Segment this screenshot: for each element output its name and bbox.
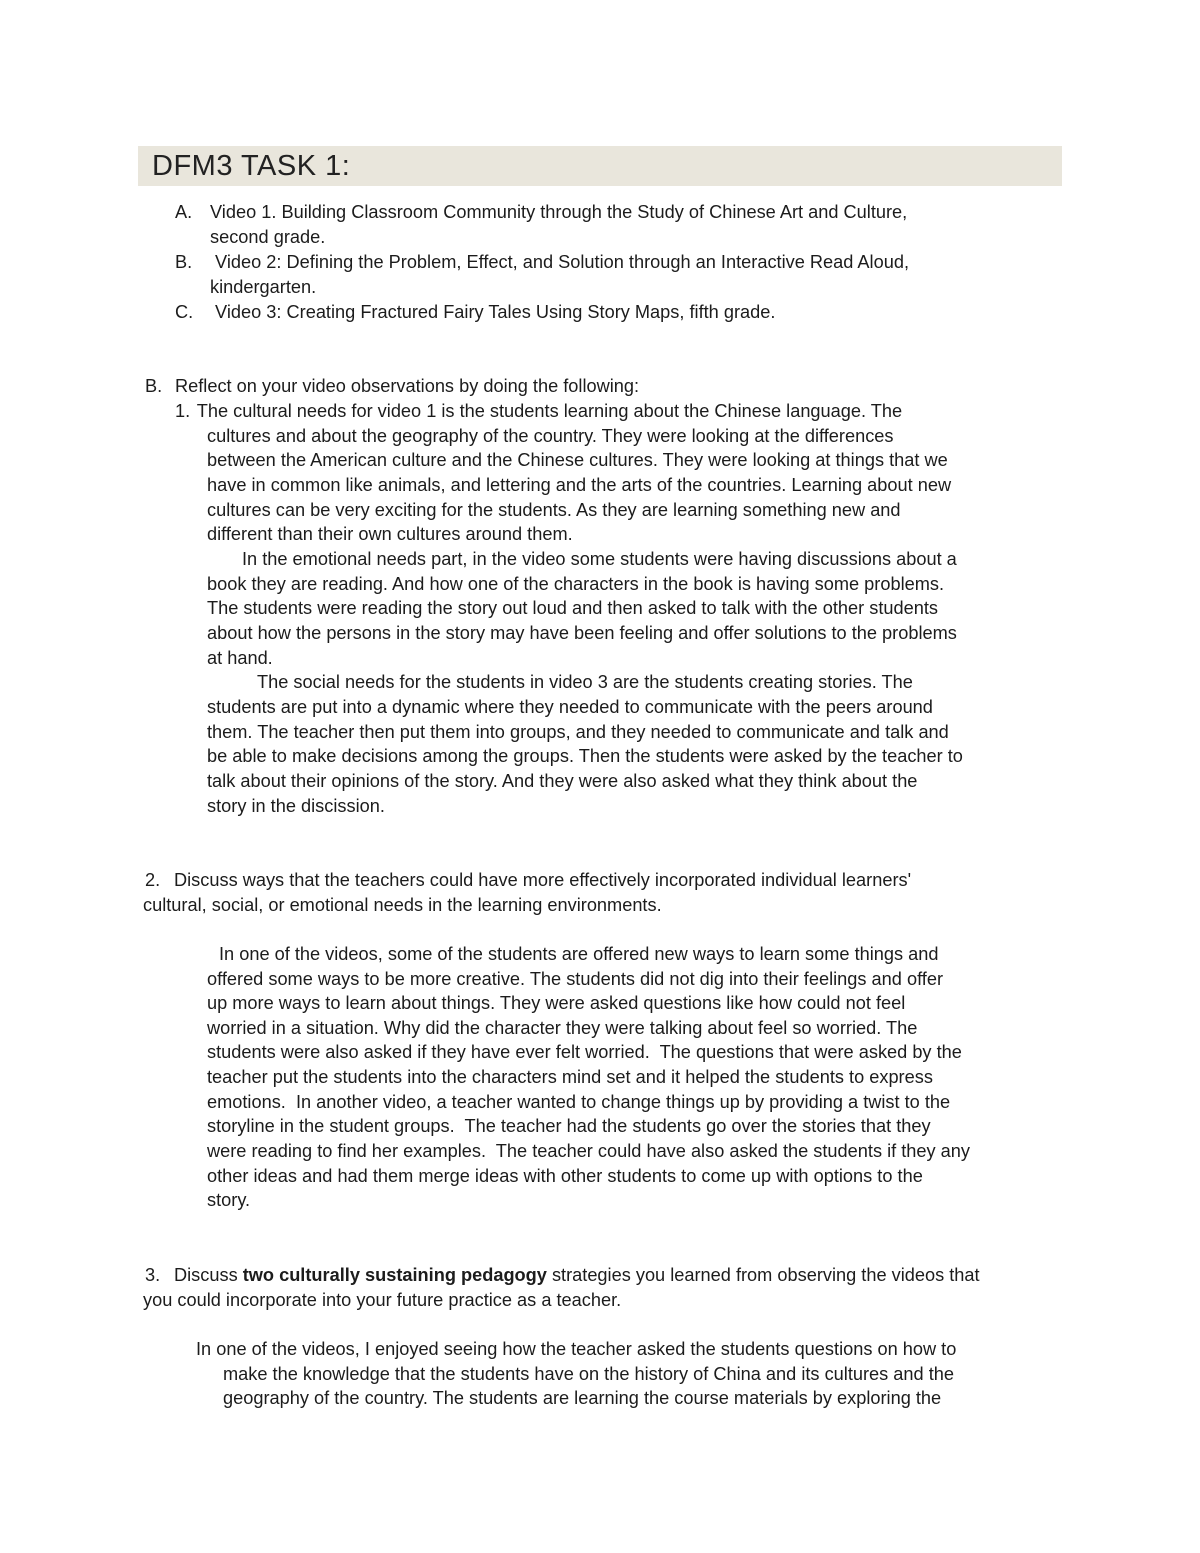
- q1-para3-line-2: students are put into a dynamic where they needed to communicate with the peers around: [207, 697, 933, 717]
- q3-marker: 3.: [145, 1265, 161, 1285]
- q1-para3-line-5: talk about their opinions of the story. And they were also asked what they think about the: [207, 771, 918, 791]
- video-1-line-1: Video 1. Building Classroom Community through the Study of Chinese Art and Culture,: [210, 202, 908, 222]
- q3-question-pre: Discuss: [174, 1265, 243, 1285]
- q2-answer-line-3: up more ways to learn about things. They were asked questions like how could not feel: [207, 993, 906, 1013]
- q2-answer-line-10: other ideas and had them merge ideas with other students to come up with options to the: [207, 1166, 923, 1186]
- q1-para3-line-6: story in the discission.: [207, 796, 385, 816]
- q2-answer-line-5: students were also asked if they have ever felt worried. The questions that were asked by the: [207, 1042, 962, 1062]
- q1-para2-line-5: at hand.: [207, 648, 273, 668]
- q1-marker: 1.: [175, 401, 191, 421]
- q1-para3-line-3: them. The teacher then put them into groups, and they needed to communicate and talk and: [207, 722, 949, 742]
- q1-line-6: different than their own cultures around them.: [207, 524, 573, 544]
- q1-line-5: cultures can be very exciting for the students. As they are learning something new and: [207, 500, 901, 520]
- list-marker-c: C.: [175, 302, 194, 322]
- q2-answer-line-4: worried in a situation. Why did the character they were talking about feel so worried. The: [207, 1018, 918, 1038]
- q2-question-line-2: cultural, social, or emotional needs in the learning environments.: [143, 895, 662, 915]
- q2-answer-line-11: story.: [207, 1190, 251, 1210]
- list-marker-a: A.: [175, 202, 193, 222]
- q2-answer-line-6: teacher put the students into the characters mind set and it helped the students to express: [207, 1067, 933, 1087]
- q3-answer-line-2: make the knowledge that the students have on the history of China and its cultures and the: [223, 1364, 954, 1384]
- q3-question-post: strategies you learned from observing the videos that: [546, 1265, 980, 1285]
- q1-para2-line-4: about how the persons in the story may have been feeling and offer solutions to the problems: [207, 623, 957, 643]
- q1-para2-line-2: book they are reading. And how one of the characters in the book is having some problems.: [207, 574, 945, 594]
- q1-line-4: have in common like animals, and lettering and the arts of the countries. Learning about new: [207, 475, 952, 495]
- q2-marker: 2.: [145, 870, 161, 890]
- q2-answer-line-2: offered some ways to be more creative. The students did not dig into their feelings and offer: [207, 969, 944, 989]
- q3-question-line-2: you could incorporate into your future practice as a teacher.: [143, 1290, 622, 1310]
- section-b-heading: Reflect on your video observations by doing the following:: [175, 376, 640, 396]
- page-title: DFM3 TASK 1:: [152, 150, 351, 182]
- video-2-line-1: Video 2: Defining the Problem, Effect, and Solution through an Interactive Read Aloud,: [210, 252, 909, 272]
- q1-para3-line-4: be able to make decisions among the groups. Then the students were asked by the teacher to: [207, 746, 963, 766]
- q3-answer-line-1: In one of the videos, I enjoyed seeing how the teacher asked the students questions on how to: [196, 1339, 957, 1359]
- q2-question-line-1: Discuss ways that the teachers could have more effectively incorporated individual learners': [174, 870, 912, 890]
- q2-answer-line-1: In one of the videos, some of the students are offered new ways to learn some things and: [219, 944, 939, 964]
- q1-para2-line-1: In the emotional needs part, in the video some students were having discussions about a: [242, 549, 957, 569]
- q3-question-line-1: [174, 1263, 980, 1288]
- q2-answer-line-9: were reading to find her examples. The teacher could have also asked the students if they any: [207, 1141, 970, 1161]
- video-3-line-1: Video 3: Creating Fractured Fairy Tales Using Story Maps, fifth grade.: [210, 302, 776, 322]
- q2-answer-line-7: emotions. In another video, a teacher wanted to change things up by providing a twist to the: [207, 1092, 951, 1112]
- q3-answer-line-3: geography of the country. The students are learning the course materials by exploring the: [223, 1388, 942, 1408]
- q3-question-emphasis: two culturally sustaining pedagogy: [242, 1265, 547, 1285]
- q1-line-3: between the American culture and the Chinese cultures. They were looking at things that we: [207, 450, 948, 470]
- list-marker-b: B.: [175, 252, 193, 272]
- video-1-line-2: second grade.: [210, 227, 326, 247]
- q1-line-1: The cultural needs for video 1 is the students learning about the Chinese language. The: [192, 401, 903, 421]
- q1-para3-line-1: The social needs for the students in video 3 are the students creating stories. The: [257, 672, 913, 692]
- q1-line-2: cultures and about the geography of the country. They were looking at the differences: [207, 426, 894, 446]
- title-banner: [138, 146, 1062, 186]
- video-2-line-2: kindergarten.: [210, 277, 317, 297]
- q1-para2-line-3: The students were reading the story out loud and then asked to talk with the other students: [207, 598, 938, 618]
- section-b-marker: B.: [145, 376, 163, 396]
- q2-answer-line-8: storyline in the student groups. The teacher had the students go over the stories that they: [207, 1116, 931, 1136]
